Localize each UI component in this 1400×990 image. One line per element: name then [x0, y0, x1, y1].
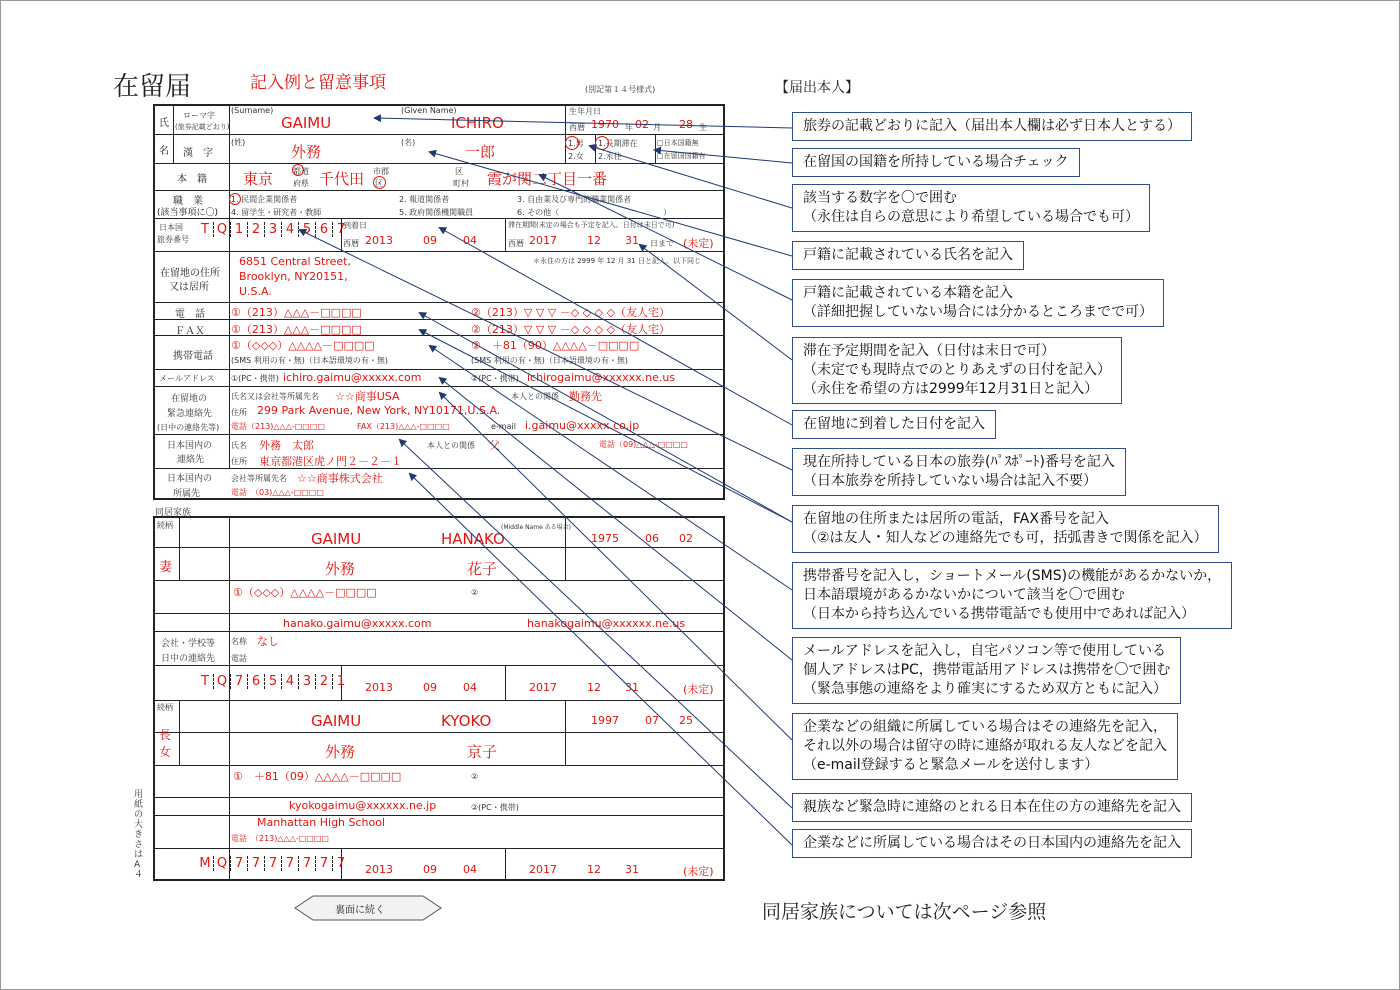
footer-note: 同居家族については次ページ参照 [762, 901, 1047, 923]
child-period-year[interactable]: 2017 [529, 863, 557, 876]
label-mei-kanji: (名) [401, 138, 416, 147]
note-text: （永住は自らの意思により希望している場合でも可） [803, 209, 1139, 225]
wife-passport-boxes[interactable] [197, 674, 349, 689]
wife-period-day[interactable]: 31 [625, 681, 639, 694]
wife-birth-day[interactable]: 02 [679, 532, 693, 545]
note-text: 企業などの組織に所属している場合はその連絡先を記入， [803, 719, 1167, 735]
note-text: 企業などに所属している場合はその日本国内の連絡先を記入 [803, 835, 1181, 851]
passport-digit: 1 [231, 222, 248, 237]
label-romaji: ローマ字 [183, 111, 215, 120]
local-nationality-check[interactable]: □在留国国籍有 [657, 152, 706, 160]
label-romaji-note: (旅券記載どおり) [175, 123, 230, 131]
circle-mark-ku [373, 176, 386, 189]
jp-org-tel-value[interactable]: 電話 （03)△△△-□□□□ [231, 488, 324, 497]
label-emergency-name: 氏名又は会社等所属先名 [231, 392, 319, 401]
note-mobile [792, 562, 1232, 629]
wife-birth-month[interactable]: 06 [645, 532, 659, 545]
continue-to-back-button[interactable] [335, 895, 515, 921]
note-email [792, 637, 1181, 704]
paper-size-note: 用紙の大きさはA４ [134, 790, 144, 880]
label-relationship: 本人との関係 [511, 392, 559, 401]
note-text: （緊急事態の連絡をより確実にするため双方ともに記入） [803, 681, 1167, 697]
label-emergency-1: 在留地の [171, 394, 208, 404]
passport-digit: 4 [282, 674, 299, 689]
label-fax: ＦＡＸ [175, 326, 205, 337]
phone-value-1[interactable]: ①（213）△△△－□□□□ [231, 306, 362, 319]
sms-note-2: (SMS 利用の有・無)（日本語環境の有・無) [471, 356, 628, 365]
label-school-name: 名称 [231, 637, 247, 646]
unit-month: 月 [653, 123, 661, 132]
note-text: 滞在予定期間を記入（日付は末日で可） [803, 343, 1055, 359]
jp-contact-address-value[interactable]: 東京都港区虎ノ門２－２－１ [259, 455, 402, 468]
period-year[interactable]: 2017 [529, 234, 557, 247]
job-option-1[interactable]: 1. 民間企業関係者 [231, 195, 298, 204]
label-mobile: 携帯電話 [173, 351, 213, 362]
family-section-label: 同居家族 [155, 508, 192, 518]
passport-digit: Q [214, 222, 231, 237]
label-relation-wife: 続柄 [157, 521, 173, 530]
label-todofuken-1: 都道 [293, 167, 309, 176]
note-passport-number [792, 448, 1126, 496]
child-school-value[interactable]: Manhattan High School [257, 816, 386, 829]
label-todofuken-2: 府県 [293, 179, 309, 188]
wife-period-year[interactable]: 2017 [529, 681, 557, 694]
passport-digit: 7 [336, 222, 346, 237]
wife-given-value[interactable]: HANAKO [441, 530, 505, 548]
label-shi: 氏 [159, 118, 169, 129]
note-text: 在留国の国籍を所持している場合チェック [803, 154, 1069, 170]
note-phone-fax [792, 505, 1219, 553]
label-emergency-email: e-mail [491, 422, 516, 431]
label-school-tel: 電話 [231, 654, 247, 663]
email-type-1[interactable]: ①(PC・携帯) [231, 374, 279, 383]
emergency-address-value[interactable]: 299 Park Avenue, New York, NY10171,U.S.A. [257, 404, 501, 417]
note-text: （詳細把握していない場合には分かるところまでで可） [803, 304, 1153, 320]
label-japan: 日本国 [159, 223, 183, 232]
note-honseki [792, 279, 1164, 327]
sms-note-1: (SMS 利用の有・無)（日本語環境の有・無) [231, 356, 388, 365]
label-emergency-3: (日中の連絡先等) [157, 423, 220, 432]
note-text: （日本から持ち込んでいる携帯電話でも使用中であれば記入） [803, 606, 1195, 622]
note-text: 在留地の住所または居所の電話，FAX番号を記入 [803, 511, 1109, 527]
child-relation-value[interactable]: 長女 [159, 728, 172, 759]
label-arrival: 到着日 [343, 221, 367, 230]
label-given: (Given Name) [401, 106, 457, 115]
address-line-1[interactable]: 6851 Central Street, [239, 255, 351, 268]
label-school-1: 会社・学校等 [161, 639, 216, 649]
label-jp-contact-1: 日本国内の [167, 441, 213, 451]
note-text: （未定でも現時点でのとりあえずの日付を記入） [803, 362, 1111, 378]
label-stay-period: 滞在期間(未定の場合も予定を記入。日付は末日で可) [508, 221, 675, 229]
surname-value[interactable]: GAIMU [281, 114, 332, 132]
label-passport-no: 旅券番号 [157, 235, 189, 244]
sex-female-option[interactable]: 2.女 [568, 152, 584, 161]
label-middle-name: (Middle Name ある場合) [501, 524, 572, 531]
arrival-day[interactable]: 04 [463, 234, 477, 247]
no-japan-nationality-check[interactable]: □日本国籍無 [657, 139, 699, 147]
note-arrival-date [792, 410, 996, 439]
note-text: 該当する数字を〇で囲む [803, 190, 957, 206]
address-line-2[interactable]: Brooklyn, NY20151, [239, 270, 348, 283]
passport-digit: 4 [282, 222, 299, 237]
wife-email-1[interactable]: hanako.gaimu@xxxxx.com [283, 617, 432, 630]
fax-value-2[interactable]: ②（213）▽ ▽ ▽ －◇ ◇ ◇ ◇（友人宅） [471, 323, 671, 336]
passport-digit: M [197, 856, 214, 871]
job-option-5[interactable]: 5. 政府関係機関職員 [399, 208, 474, 217]
child-birth-day[interactable]: 25 [679, 714, 693, 727]
passport-digit: Q [214, 856, 231, 871]
child-school-tel[interactable]: 電話 （213)△△△-□□□□ [231, 834, 329, 843]
note-text: 旅券の記載どおりに記入（届出本人欄は必ず日本人とする） [803, 118, 1181, 134]
passport-digit: 2 [248, 222, 265, 237]
note-text: 携帯番号を記入し，ショートメール(SMS)の機能があるかないか， [803, 568, 1222, 584]
wife-period-month[interactable]: 12 [587, 681, 601, 694]
child-surname-value[interactable]: GAIMU [311, 712, 362, 730]
fax-value-1[interactable]: ①（213）△△△－□□□□ [231, 323, 362, 336]
label-sei: (姓) [231, 138, 246, 147]
label-surname: (Surname) [231, 106, 274, 115]
mobile-value-2[interactable]: ② ＋81（90）△△△△－□□□□ [471, 339, 640, 352]
wife-relation-value[interactable]: 妻 [159, 560, 173, 575]
passport-digit: 7 [336, 856, 346, 871]
child-given-value[interactable]: KYOKO [441, 712, 492, 730]
child-arrival-year[interactable]: 2013 [365, 863, 393, 876]
emergency-email-value[interactable]: i.gaimu@xxxxx.co.jp [525, 419, 640, 432]
label-relation-child: 続柄 [157, 703, 173, 712]
email-value-2[interactable]: ichirogaimu@xxxxxx.ne.us [527, 371, 676, 384]
wife-kanji-given[interactable]: 花子 [467, 560, 498, 578]
honseki-pref-value[interactable]: 東京 [243, 170, 274, 188]
unit-year: 年 [625, 123, 633, 132]
job-option-2[interactable]: 2. 報道関係者 [399, 195, 450, 204]
kanji-given-value[interactable]: 一郎 [465, 143, 496, 161]
mobile-value-1[interactable]: ①（◇◇◇）△△△△－□□□□ [231, 339, 375, 352]
child-birth-month[interactable]: 07 [645, 714, 659, 727]
passport-digit: 2 [316, 674, 333, 689]
child-period-day[interactable]: 31 [625, 863, 639, 876]
child-email-2[interactable]: ②(PC・携帯) [471, 803, 519, 812]
continue-label: 裏面に続く [335, 905, 385, 916]
note-text: （e-mail登録すると緊急メールを送付します） [803, 757, 1099, 773]
child-undecided[interactable]: (未定) [683, 865, 714, 878]
passport-digit: 5 [299, 222, 316, 237]
label-shigun: 市郡 [373, 167, 389, 176]
note-koseki-name [792, 241, 1024, 270]
page-title: 在留届 [113, 72, 192, 102]
label-jp-contact-2: 連絡先 [177, 455, 205, 465]
wife-arrival-month[interactable]: 09 [423, 681, 437, 694]
passport-digit: T [197, 222, 214, 237]
passport-digit: 7 [248, 856, 265, 871]
child-kanji-given[interactable]: 京子 [467, 743, 498, 761]
emergency-relationship-value[interactable]: 勤務先 [569, 390, 602, 403]
label-jp-relationship: 本人との関係 [427, 441, 475, 450]
passport-digit: 7 [231, 856, 248, 871]
circle-mark-job [229, 193, 241, 205]
label-birthdate: 生年月日 [569, 107, 601, 116]
note-text: それ以外の場合は留守の時に連絡が取れる友人などを記入 [803, 738, 1167, 754]
passport-digit: 7 [299, 856, 316, 871]
honseki-city-value[interactable]: 千代田 [319, 170, 365, 188]
label-jp-org-1: 日本国内の [167, 474, 213, 484]
emergency-fax-value[interactable]: FAX（213)△△△-□□□□ [357, 422, 450, 431]
label-school-2: 日中の連絡先 [161, 654, 216, 664]
note-text: 個人アドレスはPC，携帯電話用アドレスは携帯を〇で囲む [803, 662, 1171, 678]
jp-contact-tel-value[interactable]: 電話（09)△△△-□□□□ [599, 440, 688, 449]
unit-born: 生 [699, 123, 707, 132]
job-option-6[interactable]: 6. その他（ ） [517, 208, 672, 217]
circle-mark-male [565, 136, 579, 150]
job-option-4[interactable]: 4. 留学生・研究者・教師 [231, 208, 322, 217]
arrival-month[interactable]: 09 [423, 234, 437, 247]
wife-school-value[interactable]: なし [257, 635, 279, 648]
label-residence: 又は居所 [169, 282, 209, 293]
permanent-option[interactable]: 2.永住 [598, 152, 622, 161]
jp-org-name-value[interactable]: ☆☆商事株式会社 [297, 472, 383, 485]
note-nationality [792, 148, 1080, 177]
passport-digit: 7 [316, 856, 333, 871]
child-kanji-surname[interactable]: 外務 [325, 743, 356, 761]
child-period-month[interactable]: 12 [587, 863, 601, 876]
label-jp-address: 住所 [231, 457, 247, 466]
passport-number-boxes[interactable] [197, 222, 349, 237]
note-stay-period [792, 337, 1122, 404]
period-era: 西暦 [508, 239, 524, 248]
label-honseki: 本 籍 [177, 174, 207, 185]
wife-arrival-year[interactable]: 2013 [365, 681, 393, 694]
note-text: 戸籍に記載されている氏名を記入 [803, 247, 1013, 263]
applicant-form [153, 104, 725, 500]
wife-birth-year[interactable]: 1975 [591, 532, 619, 545]
given-name-value[interactable]: ICHIRO [451, 114, 504, 132]
note-text: 現在所持している日本の旅券(ﾊﾟｽﾎﾟｰﾄ)番号を記入 [803, 454, 1115, 470]
note-text: （日本旅券を所持していない場合は記入不要） [803, 473, 1097, 489]
email-type-2[interactable]: ②(PC・携帯) [471, 374, 519, 383]
label-emergency-address: 住所 [231, 408, 247, 417]
note-text: 戸籍に記載されている本籍を記入 [803, 285, 1013, 301]
birth-day[interactable]: 28 [679, 118, 693, 131]
child-arrival-day[interactable]: 04 [463, 863, 477, 876]
note-text: （永住を希望の方は2999年12月31日と記入） [803, 381, 1099, 397]
birth-era: 西暦 [569, 123, 585, 132]
family-form [153, 516, 725, 881]
label-kanji: 漢 字 [183, 148, 213, 159]
phone-value-2[interactable]: ②（213）▽ ▽ ▽ －◇ ◇ ◇ ◇（友人宅） [471, 306, 671, 319]
label-job-note: (該当事項に〇) [157, 208, 219, 218]
child-mobile-2: ② [471, 772, 479, 781]
emergency-name-value[interactable]: ☆☆商事USA [335, 390, 400, 403]
child-passport-boxes[interactable] [197, 856, 349, 871]
label-emergency-2: 緊急連絡先 [167, 409, 213, 419]
birth-year[interactable]: 1970 [591, 118, 619, 131]
passport-digit: T [197, 674, 214, 689]
label-town-1: 区 [455, 167, 463, 176]
honseki-town-value[interactable]: 霞が関二丁目一番 [487, 170, 608, 188]
address-line-3[interactable]: U.S.A. [239, 285, 272, 298]
emergency-tel-value[interactable]: 電話（213)△△△-□□□□ [231, 422, 325, 431]
note-text: 親族など緊急時に連絡のとれる日本在住の方の連絡先を記入 [803, 799, 1181, 815]
passport-digit: 5 [265, 674, 282, 689]
birth-month[interactable]: 02 [635, 118, 649, 131]
label-jp-name: 氏名 [231, 441, 247, 450]
label-job: 職 業 [173, 196, 203, 207]
child-mobile-value[interactable]: ① ＋81（09）△△△△－□□□□ [233, 770, 402, 783]
wife-kanji-surname[interactable]: 外務 [325, 560, 356, 578]
note-relatives [792, 793, 1192, 822]
note-text: 在留地に到着した日付を記入 [803, 416, 985, 432]
email-value-1[interactable]: ichiro.gaimu@xxxxx.com [283, 371, 422, 384]
section-label: 【届出本人】 [775, 80, 859, 96]
passport-digit: 6 [248, 674, 265, 689]
label-jp-org-name: 会社等所属先名 [231, 474, 287, 483]
wife-arrival-day[interactable]: 04 [463, 681, 477, 694]
passport-digit: 7 [231, 674, 248, 689]
child-birth-year[interactable]: 1997 [591, 714, 619, 727]
wife-mobile-2: ② [471, 588, 479, 597]
wife-mobile-value[interactable]: ①（◇◇◇）△△△△－□□□□ [233, 586, 377, 599]
passport-digit: 6 [316, 222, 333, 237]
jp-contact-relationship-value[interactable]: 父 [489, 439, 500, 452]
note-text: 日本語環境があるかないかについて該当を〇で囲む [803, 587, 1125, 603]
permanent-note: ＊永住の方は 2999 年 12 月 31 日と記入。以下同じ [533, 257, 701, 265]
passport-digit: 1 [336, 674, 346, 689]
note-passport-name [792, 112, 1192, 141]
period-month[interactable]: 12 [587, 234, 601, 247]
note-circle-number [792, 184, 1150, 232]
child-email-1[interactable]: kyokogaimu@xxxxxx.ne.jp [289, 799, 437, 812]
label-until: 日まで [650, 239, 674, 248]
wife-undecided[interactable]: (未定) [683, 683, 714, 696]
passport-digit: 3 [299, 674, 316, 689]
job-option-3[interactable]: 3. 自由業及び専門的職業関係者 [517, 195, 632, 204]
passport-digit: 7 [265, 856, 282, 871]
child-arrival-month[interactable]: 09 [423, 863, 437, 876]
circle-mark-to [292, 164, 304, 176]
label-address: 在留地の住所 [160, 268, 220, 279]
label-phone: 電 話 [175, 309, 205, 320]
note-emergency [792, 713, 1178, 780]
kanji-surname-value[interactable]: 外務 [291, 143, 322, 161]
label-email: メールアドレス [159, 374, 215, 383]
wife-surname-value[interactable]: GAIMU [311, 530, 362, 548]
label-jp-org-2: 所属先 [173, 489, 201, 499]
period-day[interactable]: 31 [625, 234, 639, 247]
passport-digit: 3 [265, 222, 282, 237]
jp-contact-name-value[interactable]: 外務 太郎 [259, 439, 314, 452]
form-number: (別記第１４号様式) [585, 85, 656, 94]
arrival-year[interactable]: 2013 [365, 234, 393, 247]
note-jp-org [792, 829, 1192, 858]
long-stay-option[interactable]: 1.長期滞在 [598, 139, 638, 148]
label-ku: 区 [375, 179, 383, 188]
passport-digit: 7 [282, 856, 299, 871]
undecided-value[interactable]: (未定) [683, 237, 714, 250]
arrival-era: 西暦 [343, 239, 359, 248]
label-town-2: 町村 [453, 179, 469, 188]
note-text: メールアドレスを記入し，自宅パソコン等で使用している [803, 643, 1167, 659]
note-text: （②は友人・知人などの連絡先でも可，括弧書きで関係を記入） [803, 530, 1208, 546]
sex-male-option[interactable]: 1.男 [568, 139, 584, 148]
wife-email-2[interactable]: hanakogaimu@xxxxxx.ne.us [527, 617, 686, 630]
label-mei: 名 [159, 146, 169, 157]
page-subtitle: 記入例と留意事項 [250, 73, 386, 93]
passport-digit: Q [214, 674, 231, 689]
circle-mark-long-stay [595, 136, 609, 150]
